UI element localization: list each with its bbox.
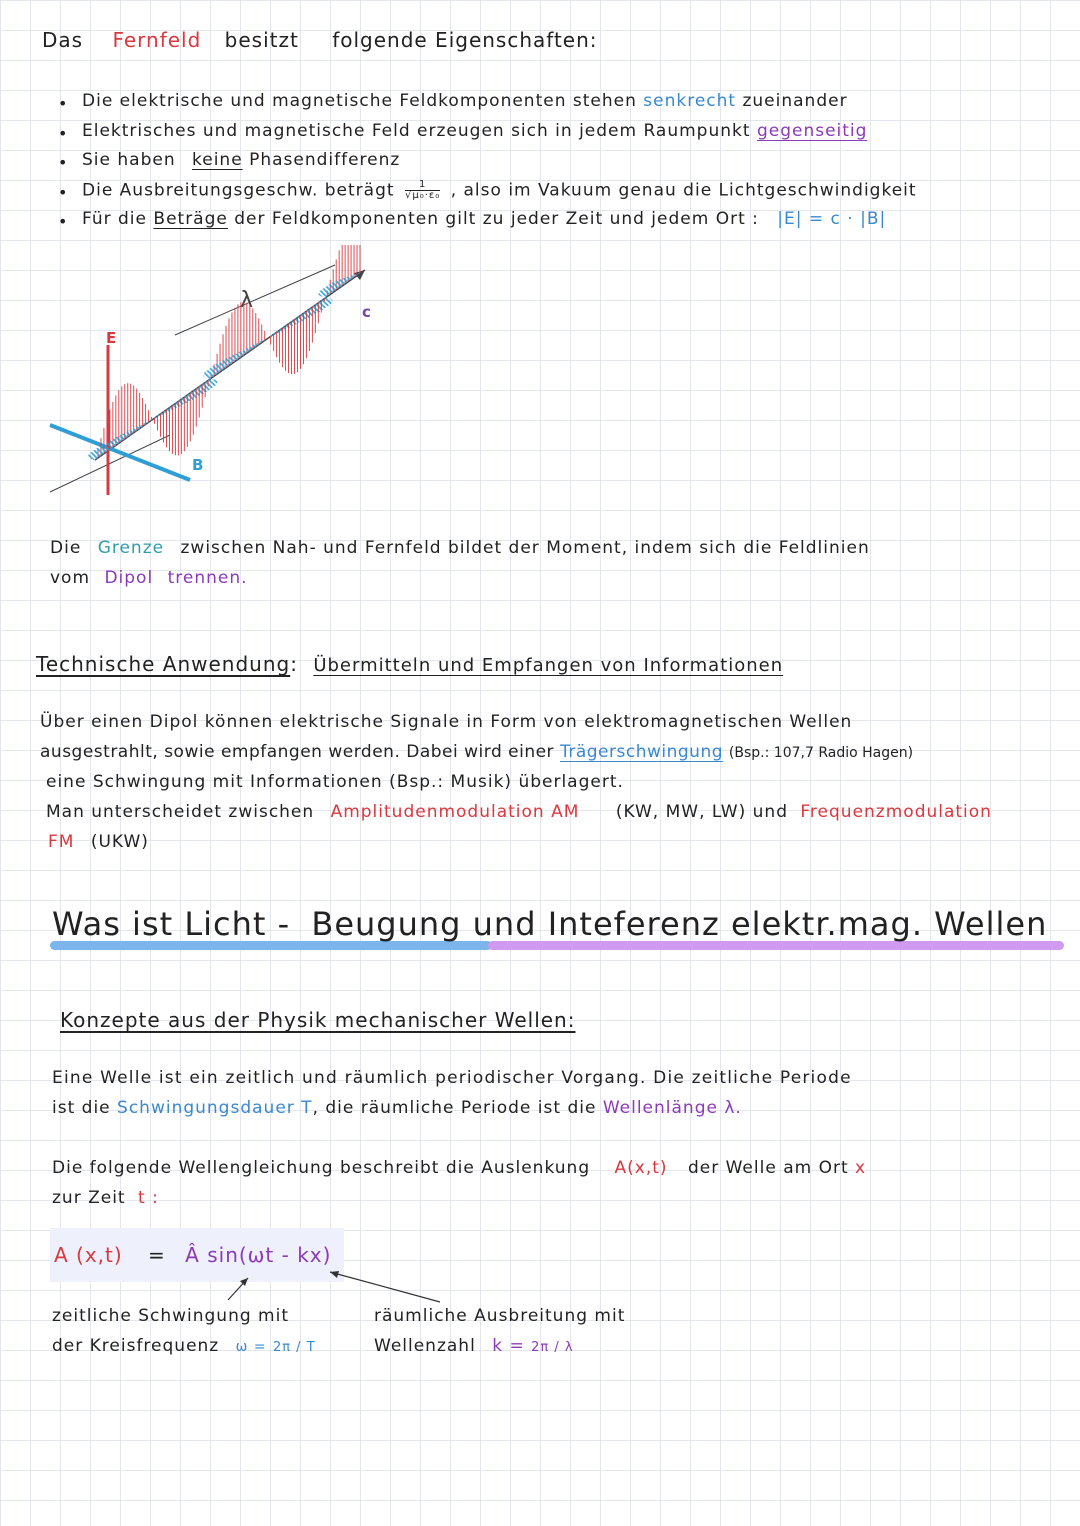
wave-field-lines (88, 245, 360, 460)
tech-text: ausgestrahlt, sowie empfangen werden. Dabei wird einer Trägerschwingung (Bsp.: 107,7 Radio Hagen) (40, 742, 914, 762)
b-field-line (210, 378, 211, 379)
tech-text: Über einen Dipol können elektrische Signale in Form von elektromagnetischen Wellen (40, 712, 853, 732)
section-heading: Was ist Licht - Beugung und Inteferenz elektr.mag. Wellen (52, 905, 1048, 943)
intro-heading: folgende Eigenschaften: (332, 28, 598, 52)
omega-note: zeitliche Schwingung mit (52, 1306, 289, 1326)
tech-text: Man unterscheidet zwischen Amplitudenmodulation AM (KW, MW, LW) und Frequenzmodulation (46, 802, 992, 822)
property-item: Für die Beträge der Feldkomponenten gilt zu jeder Zeit und jedem Ort : |E| = c · |B| (82, 209, 887, 229)
arrow-k (330, 1272, 440, 1302)
concepts-title: Konzepte aus der Physik mechanischer Wellen: (60, 1008, 576, 1032)
k-fraction: 2π / λ (531, 1340, 574, 1355)
fm-term: Frequenzmodulation (800, 802, 992, 822)
lambda-label: λ (240, 288, 254, 313)
concepts-text: Die folgende Wellengleichung beschreibt die Auslenkung A(x,t) der Welle am Ort x (52, 1158, 867, 1178)
intro-line (42, 28, 598, 52)
bullet-dot: • (58, 124, 68, 143)
grenze-line-2: vom Dipol trennen. (50, 568, 248, 588)
wave-equation: A (x,t) = Â sin(ωt - kx) (54, 1243, 332, 1267)
bullet-dot: • (58, 212, 68, 231)
grenze-line-1: Die Grenze zwischen Nah- und Fernfeld bildet der Moment, indem sich die Feldlinien (50, 538, 870, 558)
bullet-dot: • (58, 153, 68, 172)
am-term: Amplitudenmodulation AM (330, 802, 580, 822)
tech-heading: Technische Anwendung: Übermitteln und Empfangen von Informationen (36, 652, 784, 676)
b-field-line (150, 420, 152, 421)
fernfeld-term: Fernfeld (112, 28, 202, 52)
period-term: Schwingungsdauer T (117, 1098, 313, 1118)
k-note: Wellenzahl k = 2π / λ (374, 1336, 574, 1356)
bullet-dot: • (58, 94, 68, 113)
b-field-line (324, 298, 326, 299)
senkrecht-term: senkrecht (643, 91, 737, 111)
b-vector-label: B (192, 456, 204, 474)
field-ratio-formula: |E| = c · |B| (777, 209, 887, 229)
concepts-text: ist die Schwingungsdauer T, die räumliche Periode ist die Wellenlänge λ. (52, 1098, 742, 1118)
wavelength-arrow (175, 265, 335, 335)
traeger-term: Trägerschwingung (559, 742, 724, 762)
propagation-arrow (354, 270, 365, 280)
wavelength-term: Wellenlänge λ. (602, 1098, 742, 1118)
tech-text: FM (UKW) (48, 832, 149, 852)
property-item: Elektrisches und magnetische Feld erzeugen sich in jedem Raumpunkt gegenseitig (82, 121, 868, 141)
displacement-term: A(x,t) (614, 1158, 668, 1178)
c-label: c (362, 303, 371, 321)
tech-title: Technische Anwendung (36, 652, 291, 676)
property-item: Sie haben keine Phasendifferenz (82, 150, 401, 170)
b-field-line (114, 431, 137, 439)
intro-word: besitzt (224, 28, 299, 52)
grenze-term: Grenze (97, 538, 165, 558)
omega-note: der Kreisfrequenz ω = 2π / T (52, 1336, 316, 1356)
bullet-dot: • (58, 183, 68, 202)
tech-subtitle: Übermitteln und Empfangen von Informationen (313, 655, 784, 676)
k-note: räumliche Ausbreitung mit (374, 1306, 626, 1326)
concepts-text: zur Zeit t : (52, 1188, 159, 1208)
em-wave-diagram (40, 245, 440, 505)
tech-text: eine Schwingung mit Informationen (Bsp.: Musik) überlagert. (46, 772, 624, 792)
concepts-text: Eine Welle ist ein zeitlich und räumlich periodischer Vorgang. Die zeitliche Periode (52, 1068, 852, 1088)
property-item: Die Ausbreitungsgeschw. beträgt $\frac{1}{\text{√μ₀·ε₀}}$ , also im Vakuum genau die Lichtgeschwindigkeit (82, 179, 917, 201)
gegenseitig-term: gegenseitig (756, 121, 868, 141)
e-vector-label: E (106, 329, 117, 347)
omega-fraction: 2π / T (272, 1340, 316, 1355)
property-item: Die elektrische und magnetische Feldkomponenten stehen senkrecht zueinander (82, 91, 848, 111)
dipol-term: Dipol (104, 568, 154, 588)
intro-word: Das (42, 28, 84, 52)
speed-fraction: $\frac{1}{\text{√μ₀·ε₀}}$ (404, 179, 441, 201)
